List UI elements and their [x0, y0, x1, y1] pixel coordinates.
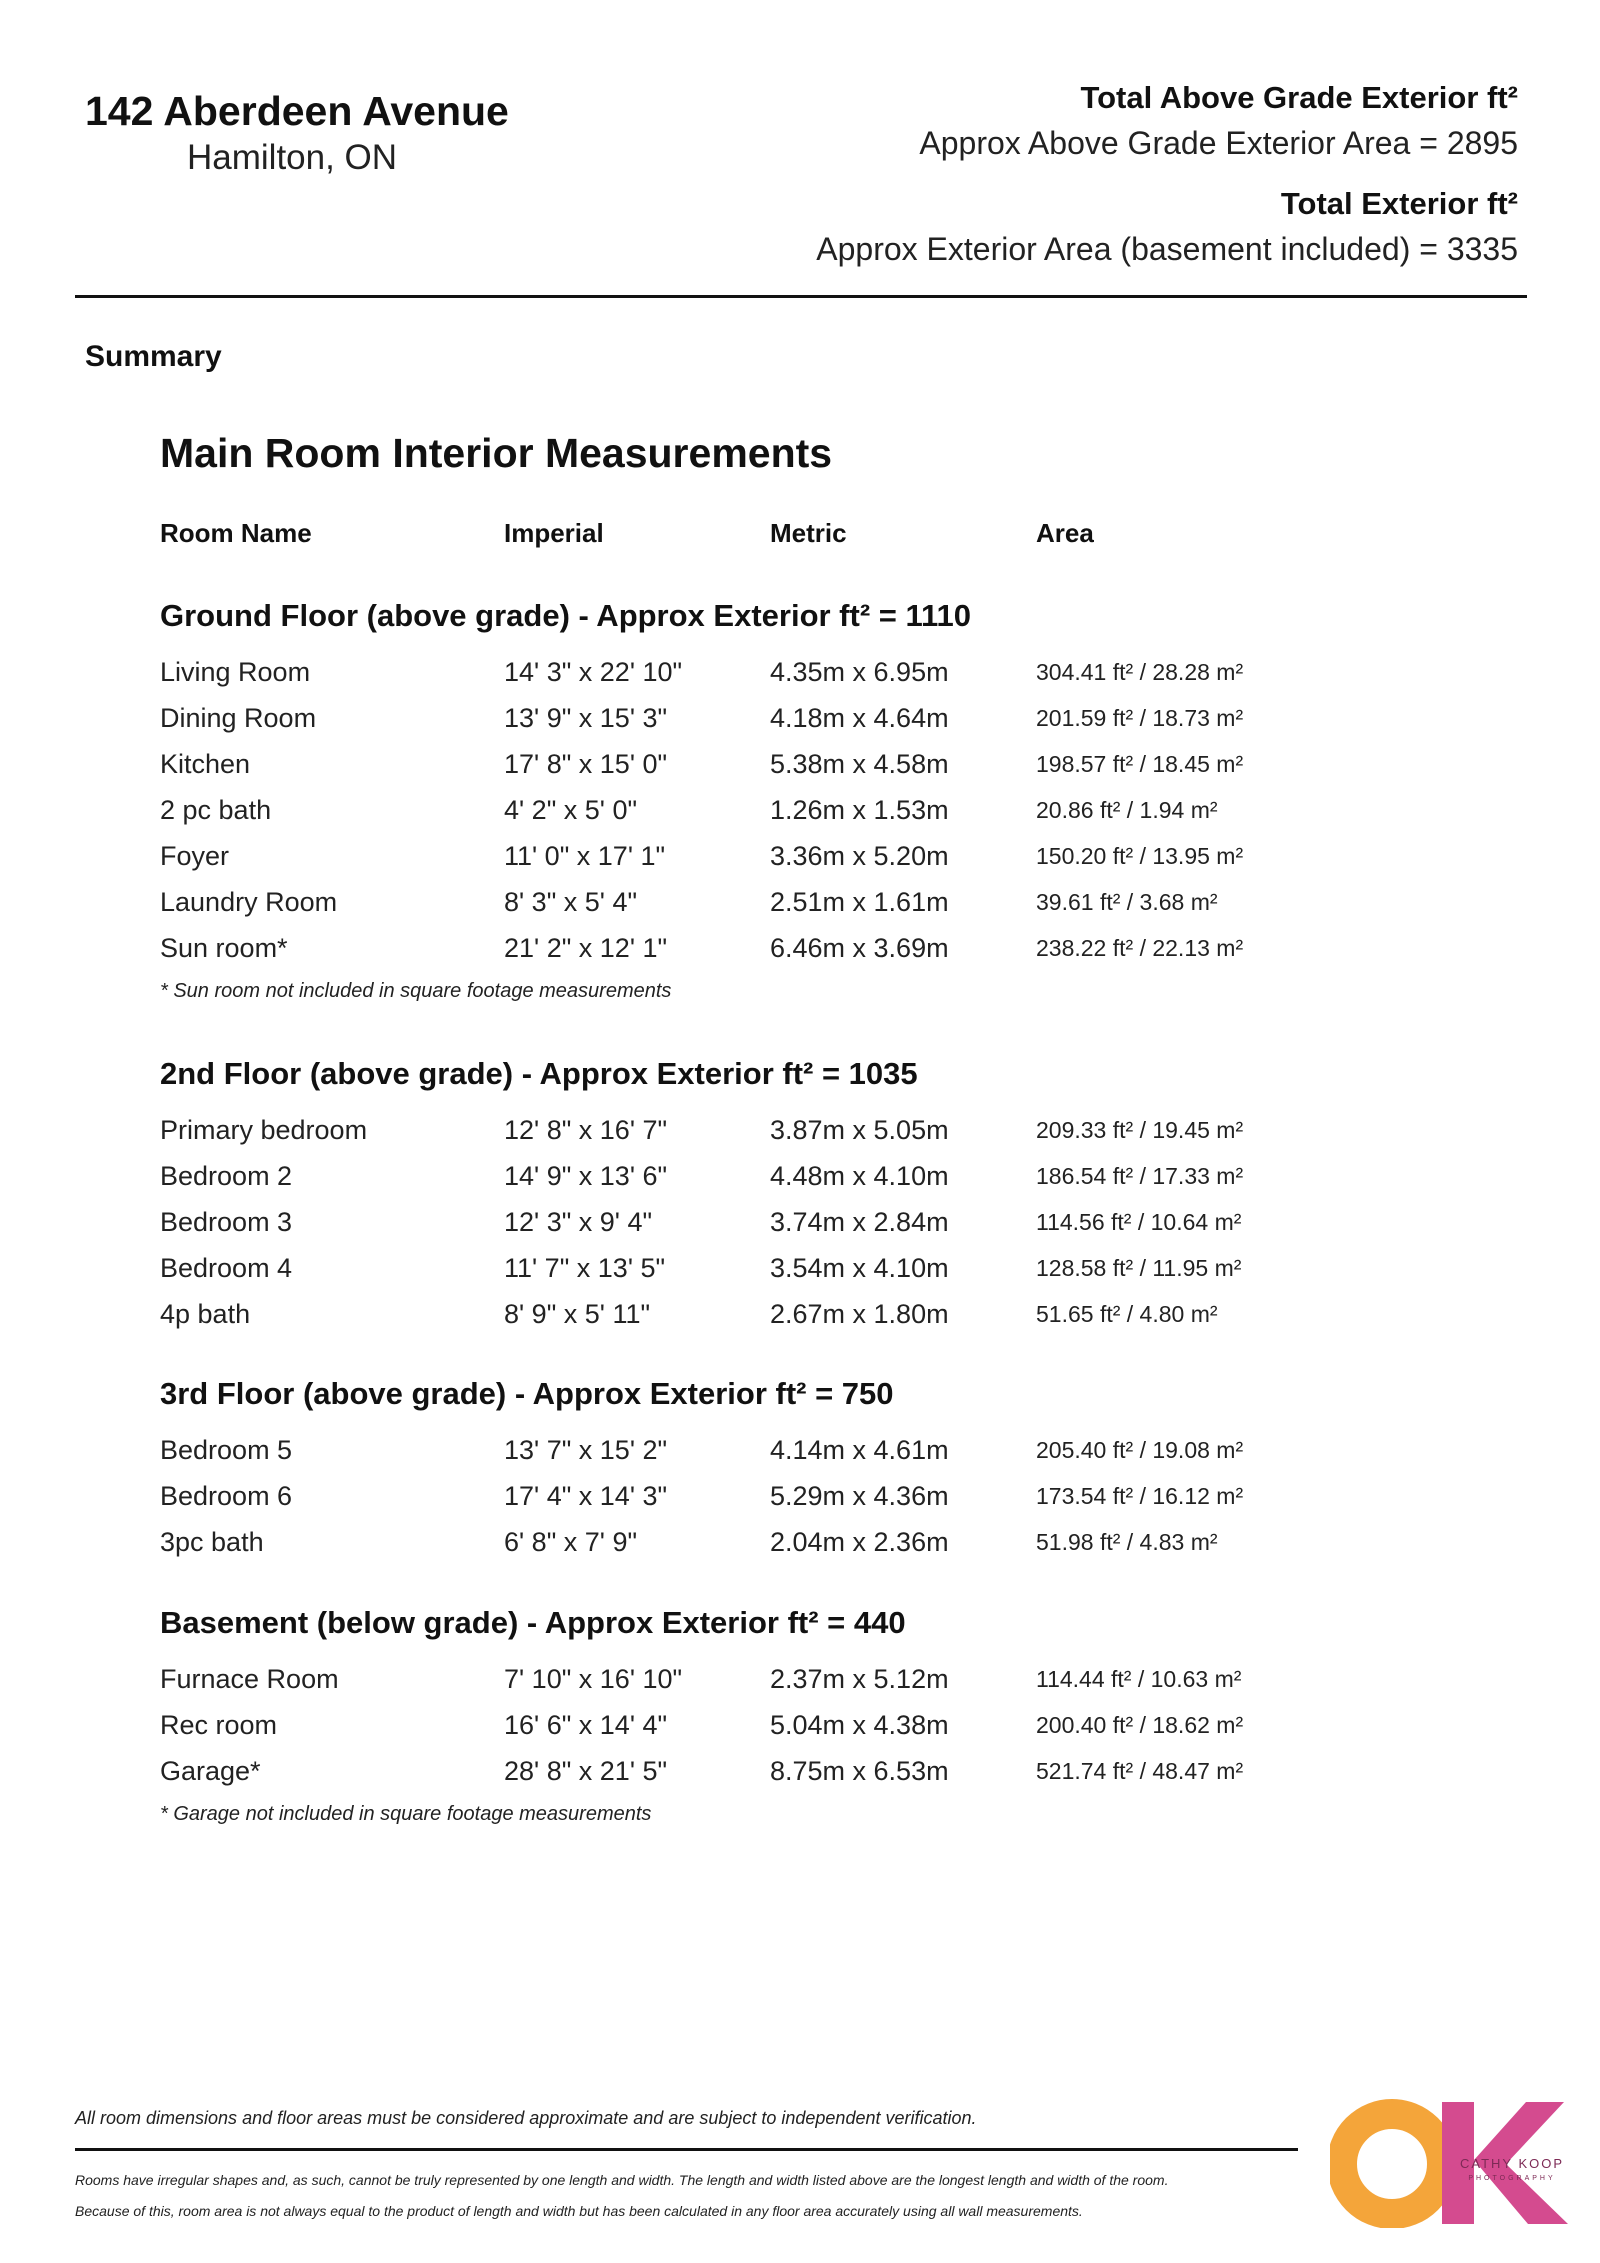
summary-label: Summary [85, 340, 222, 373]
room-row [0, 1661, 1600, 1705]
room-area: 521.74 ft² / 48.47 m² [1036, 1758, 1244, 1784]
room-area: 39.61 ft² / 3.68 m² [1036, 889, 1218, 915]
room-area: 128.58 ft² / 11.95 m² [1036, 1255, 1242, 1281]
room-metric: 3.36m x 5.20m [770, 841, 949, 871]
room-name: 4p bath [160, 1299, 251, 1329]
property-street: 142 Aberdeen Avenue [85, 88, 509, 134]
room-area: 186.54 ft² / 17.33 m² [1036, 1163, 1244, 1189]
room-area: 150.20 ft² / 13.95 m² [1036, 843, 1244, 869]
room-imperial: 17' 4" x 14' 3" [504, 1481, 668, 1511]
room-metric: 5.38m x 4.58m [770, 749, 949, 779]
page-title: Main Room Interior Measurements [160, 430, 833, 476]
room-row [0, 1478, 1600, 1522]
room-name: Living Room [160, 657, 311, 687]
room-metric: 3.74m x 2.84m [770, 1207, 949, 1237]
room-name: Bedroom 3 [160, 1207, 293, 1237]
room-metric: 5.04m x 4.38m [770, 1710, 949, 1740]
room-imperial: 7' 10" x 16' 10" [504, 1664, 683, 1694]
above-grade-title: Total Above Grade Exterior ft² [1080, 80, 1518, 115]
room-row [0, 700, 1600, 744]
room-area: 201.59 ft² / 18.73 m² [1036, 705, 1244, 731]
room-imperial: 14' 9" x 13' 6" [504, 1161, 668, 1191]
room-row [0, 1753, 1600, 1797]
room-imperial: 4' 2" x 5' 0" [504, 795, 638, 825]
room-row [0, 1524, 1600, 1568]
header-divider [75, 295, 1527, 298]
room-imperial: 12' 3" x 9' 4" [504, 1207, 653, 1237]
room-metric: 8.75m x 6.53m [770, 1756, 949, 1786]
column-header-metric: Metric [770, 518, 847, 548]
room-area: 238.22 ft² / 22.13 m² [1036, 935, 1244, 961]
section-title-basement: Basement (below grade) - Approx Exterior ft² = 440 [160, 1605, 906, 1640]
room-metric: 1.26m x 1.53m [770, 795, 949, 825]
section-title-ground-floor: Ground Floor (above grade) - Approx Exterior ft² = 1110 [160, 598, 972, 633]
room-area: 304.41 ft² / 28.28 m² [1036, 659, 1244, 685]
room-metric: 2.04m x 2.36m [770, 1527, 949, 1557]
footer-fine-print-1: Rooms have irregular shapes and, as such, cannot be truly represented by one length and width. The length and width listed above are the longest length and width of the room. [75, 2172, 1169, 2188]
column-header-area: Area [1036, 518, 1094, 548]
room-area: 200.40 ft² / 18.62 m² [1036, 1712, 1244, 1738]
total-exterior-value: Approx Exterior Area (basement included) = 3335 [816, 231, 1518, 267]
brand-logo [1330, 2098, 1570, 2228]
room-area: 198.57 ft² / 18.45 m² [1036, 751, 1244, 777]
room-row [0, 838, 1600, 882]
room-row [0, 1707, 1600, 1751]
room-row [0, 792, 1600, 836]
room-area: 114.44 ft² / 10.63 m² [1036, 1666, 1242, 1692]
room-row [0, 1296, 1600, 1340]
room-name: Kitchen [160, 749, 251, 779]
room-imperial: 13' 9" x 15' 3" [504, 703, 668, 733]
room-area: 205.40 ft² / 19.08 m² [1036, 1437, 1244, 1463]
room-name: Bedroom 5 [160, 1435, 293, 1465]
section-title-third-floor: 3rd Floor (above grade) - Approx Exterior ft² = 750 [160, 1376, 894, 1411]
room-imperial: 13' 7" x 15' 2" [504, 1435, 668, 1465]
room-imperial: 28' 8" x 21' 5" [504, 1756, 668, 1786]
room-name: Sun room* [160, 933, 288, 963]
room-name: Bedroom 2 [160, 1161, 293, 1191]
room-name: Foyer [160, 841, 230, 871]
room-row [0, 1112, 1600, 1156]
room-imperial: 8' 3" x 5' 4" [504, 887, 638, 917]
room-metric: 4.35m x 6.95m [770, 657, 949, 687]
room-row [0, 654, 1600, 698]
room-area: 20.86 ft² / 1.94 m² [1036, 797, 1218, 823]
room-row [0, 1158, 1600, 1202]
property-city: Hamilton, ON [187, 138, 398, 177]
room-name: Rec room [160, 1710, 278, 1740]
logo-sub-text: PHOTOGRAPHY [1468, 2175, 1556, 2182]
footer-disclaimer: All room dimensions and floor areas must be considered approximate and are subject to independent verification. [75, 2108, 977, 2128]
room-metric: 2.67m x 1.80m [770, 1299, 949, 1329]
room-name: 2 pc bath [160, 795, 272, 825]
room-metric: 2.37m x 5.12m [770, 1664, 949, 1694]
room-imperial: 17' 8" x 15' 0" [504, 749, 668, 779]
room-metric: 5.29m x 4.36m [770, 1481, 949, 1511]
sun-room-note: * Sun room not included in square footage measurements [160, 980, 672, 1002]
logo-o-shape [1342, 2114, 1442, 2214]
room-imperial: 21' 2" x 12' 1" [504, 933, 668, 963]
above-grade-value: Approx Above Grade Exterior Area = 2895 [919, 125, 1518, 161]
room-area: 51.98 ft² / 4.83 m² [1036, 1529, 1218, 1555]
room-imperial: 12' 8" x 16' 7" [504, 1115, 668, 1145]
column-header-room-name: Room Name [160, 518, 312, 548]
room-area: 114.56 ft² / 10.64 m² [1036, 1209, 1242, 1235]
room-name: Dining Room [160, 703, 317, 733]
room-imperial: 11' 0" x 17' 1" [504, 841, 666, 871]
room-row [0, 1204, 1600, 1248]
room-row [0, 1250, 1600, 1294]
room-row [0, 884, 1600, 928]
room-metric: 4.14m x 4.61m [770, 1435, 949, 1465]
room-metric: 3.54m x 4.10m [770, 1253, 949, 1283]
room-imperial: 14' 3" x 22' 10" [504, 657, 683, 687]
room-name: Garage* [160, 1756, 261, 1786]
column-header-imperial: Imperial [504, 518, 604, 548]
room-row [0, 930, 1600, 974]
garage-note: * Garage not included in square footage measurements [160, 1803, 652, 1825]
room-imperial: 16' 6" x 14' 4" [504, 1710, 668, 1740]
room-metric: 4.18m x 4.64m [770, 703, 949, 733]
room-row [0, 746, 1600, 790]
room-row [0, 1432, 1600, 1476]
room-metric: 2.51m x 1.61m [770, 887, 949, 917]
room-imperial: 11' 7" x 13' 5" [504, 1253, 666, 1283]
room-area: 51.65 ft² / 4.80 m² [1036, 1301, 1218, 1327]
footer-divider [75, 2148, 1298, 2151]
room-name: Laundry Room [160, 887, 338, 917]
logo-name-text: CATHY KOOP [1459, 2156, 1565, 2171]
footer-fine-print-2: Because of this, room area is not always equal to the product of length and width but has been calculated in any floor area accurately using all wall measurements. [75, 2203, 1083, 2219]
room-imperial: 8' 9" x 5' 11" [504, 1299, 651, 1329]
room-name: Primary bedroom [160, 1115, 368, 1145]
total-exterior-title: Total Exterior ft² [1280, 186, 1518, 221]
room-metric: 3.87m x 5.05m [770, 1115, 949, 1145]
section-title-second-floor: 2nd Floor (above grade) - Approx Exterior ft² = 1035 [160, 1056, 918, 1091]
room-area: 209.33 ft² / 19.45 m² [1036, 1117, 1244, 1143]
room-metric: 4.48m x 4.10m [770, 1161, 949, 1191]
room-name: Bedroom 4 [160, 1253, 293, 1283]
room-area: 173.54 ft² / 16.12 m² [1036, 1483, 1244, 1509]
room-imperial: 6' 8" x 7' 9" [504, 1527, 638, 1557]
room-name: Bedroom 6 [160, 1481, 293, 1511]
room-name: Furnace Room [160, 1664, 339, 1694]
ok-logo-icon [1330, 2098, 1570, 2228]
room-metric: 6.46m x 3.69m [770, 933, 949, 963]
room-name: 3pc bath [160, 1527, 264, 1557]
